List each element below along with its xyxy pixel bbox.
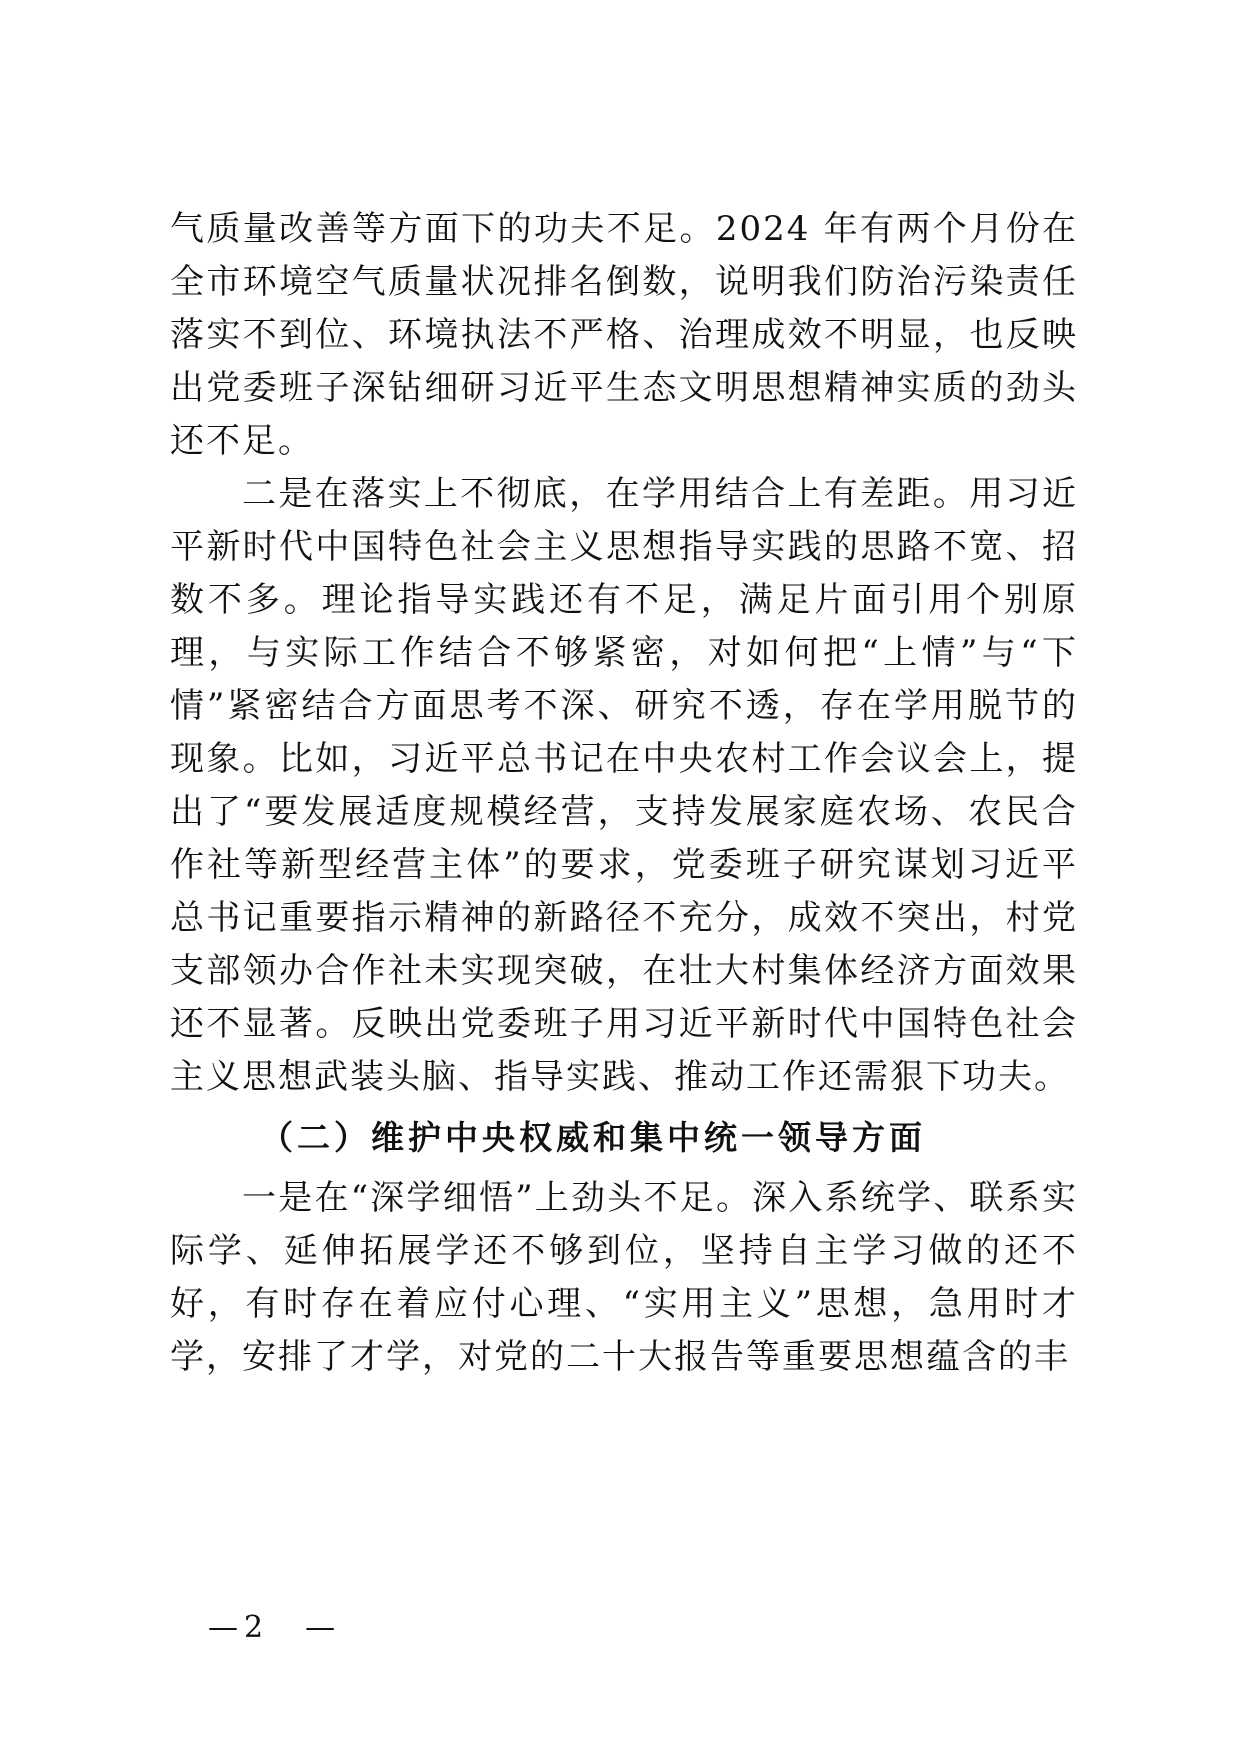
section-heading: （二）维护中央权威和集中统一领导方面 — [260, 1118, 926, 1157]
paragraph-implementation: 二是在落实上不彻底，在学用结合上有差距。用习近平新时代中国特色社会主义思想指导实践的思路不宽、招数不多。理论指导实践还有不足，满足片面引用个别原理，与实际工作结合不够紧密，对如何把“上情”与“下情”紧密结合方面思考不深、研究不透，存在学用脱节的现象。比如，习近平总书记在中央农村工作会议会上，提出了“要发展适度规模经营，支持发展家庭农场、农民合作社等新型经营主体”的要求，党委班子研究谋划习近平总书记重要指示精神的新路径不充分，成效不突出，村党支部领办合作社未实现突破，在壮大村集体经济方面效果还不显著。反映出党委班子用习近平新时代中国特色社会主义思想武装头脑、指导实践、推动工作还需狠下功夫。 — [170, 474, 1078, 1097]
document-body — [170, 209, 1078, 1384]
paragraph-continuation: 气质量改善等方面下的功夫不足。2024 年有两个月份在全市环境空气质量状况排名倒数，说明我们防治污染责任落实不到位、环境执法不严格、治理成效不明显，也反映出党委班子深钻细研习近平生态文明思想精神实质的劲头还不足。 — [170, 209, 1078, 461]
paragraph-deep-study: 一是在“深学细悟”上劲头不足。深入系统学、联系实际学、延伸拓展学还不够到位，坚持自主学习做的还不好，有时存在着应付心理、“实用主义”思想，急用时才学，安排了才学，对党的二十大报告等重要思想蕴含的丰 — [170, 1178, 1078, 1377]
page-number: —2 — — [208, 1610, 342, 1645]
